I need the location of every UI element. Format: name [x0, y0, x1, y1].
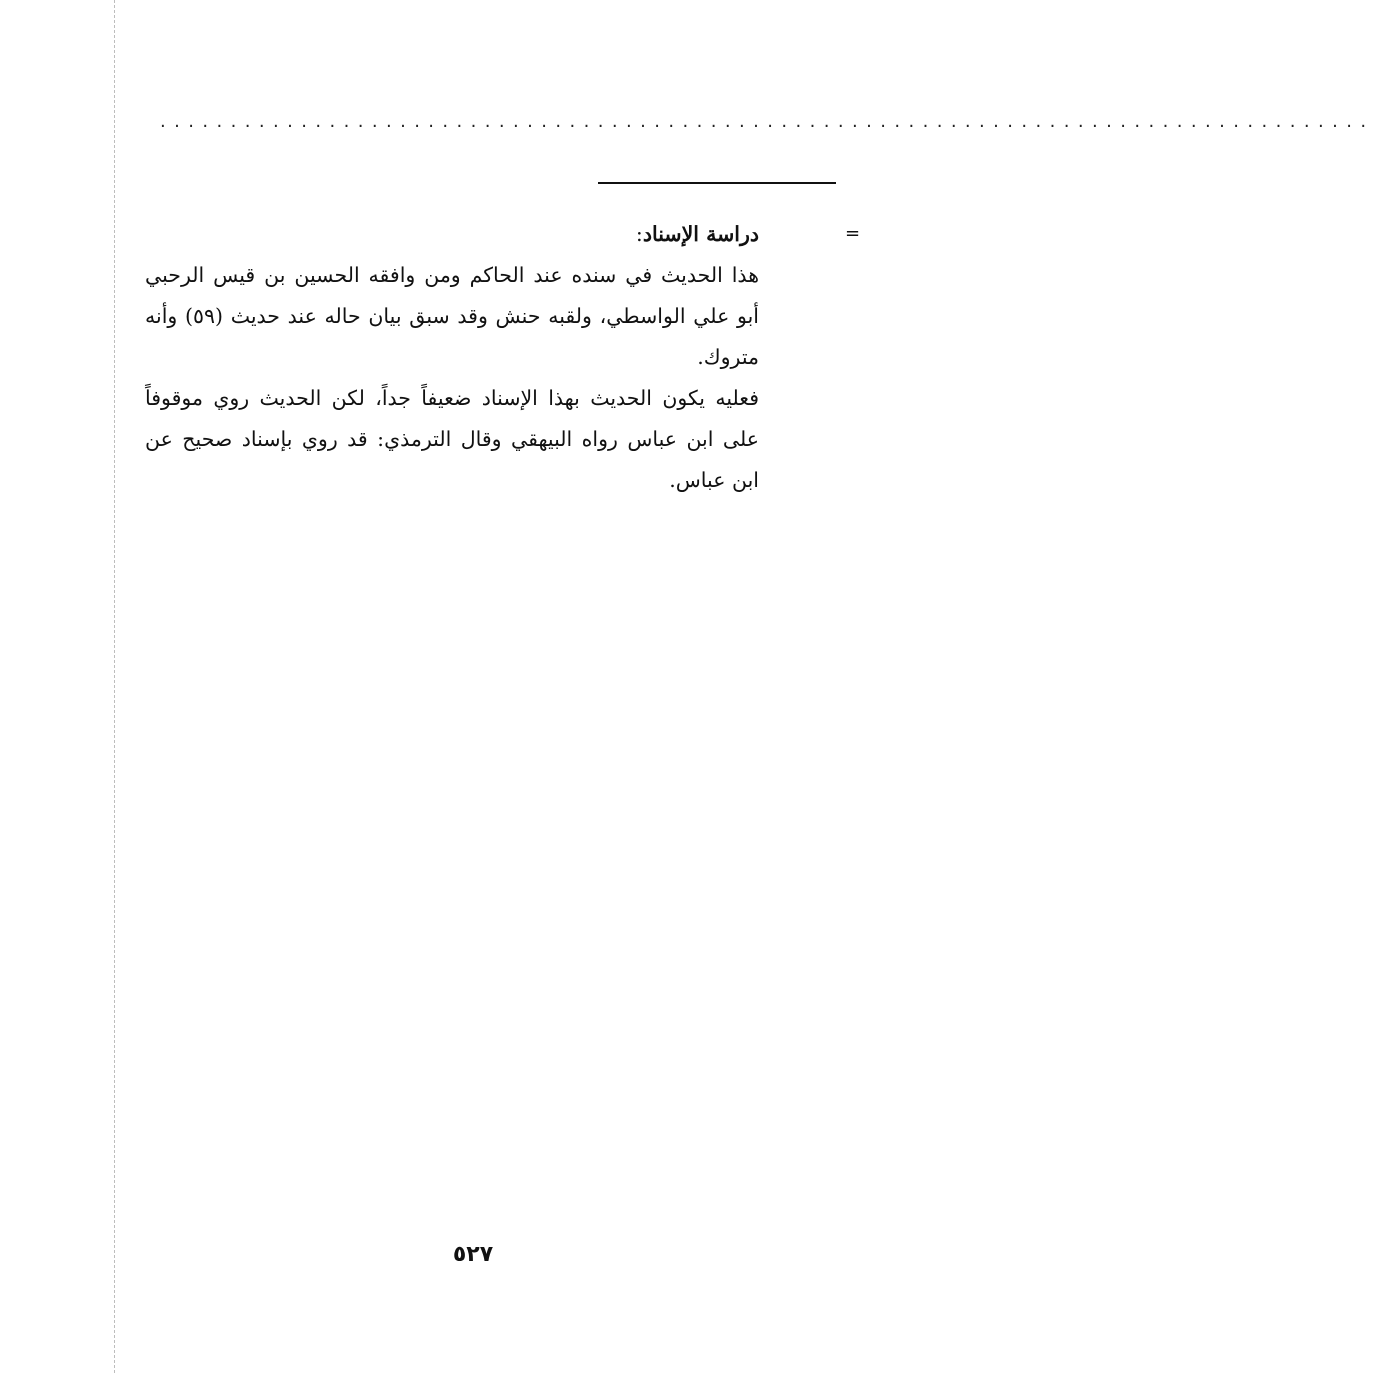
text-line: فعليه يكون الحديث بهذا الإسناد ضعيفاً جداً، لكن الحديث روي موقوفاً — [145, 386, 759, 410]
margin-mark: = — [845, 223, 861, 244]
heading-title: دراسة الإسناد — [642, 222, 759, 246]
text-line: على ابن عباس رواه البيهقي وقال الترمذي: قد روي بإسناد صحيح عن — [145, 427, 759, 451]
text-line: متروك. — [697, 345, 759, 369]
section-heading — [145, 214, 759, 255]
text-line: أبو علي الواسطي، ولقبه حنش وقد سبق بيان حاله عند حديث (٥٩) وأنه — [145, 304, 759, 328]
body-text — [145, 214, 759, 501]
heading-colon: : — [635, 222, 643, 246]
page-number: ٥٢٧ — [452, 1242, 494, 1267]
text-line: هذا الحديث في سنده عند الحاكم ومن وافقه الحسين بن قيس الرحبي — [145, 263, 759, 287]
text-line: ابن عباس. — [669, 468, 759, 492]
page-edge-line — [114, 0, 115, 1373]
footnote-rule — [598, 182, 836, 184]
dotted-separator: ...................................................................................... — [160, 111, 1374, 132]
